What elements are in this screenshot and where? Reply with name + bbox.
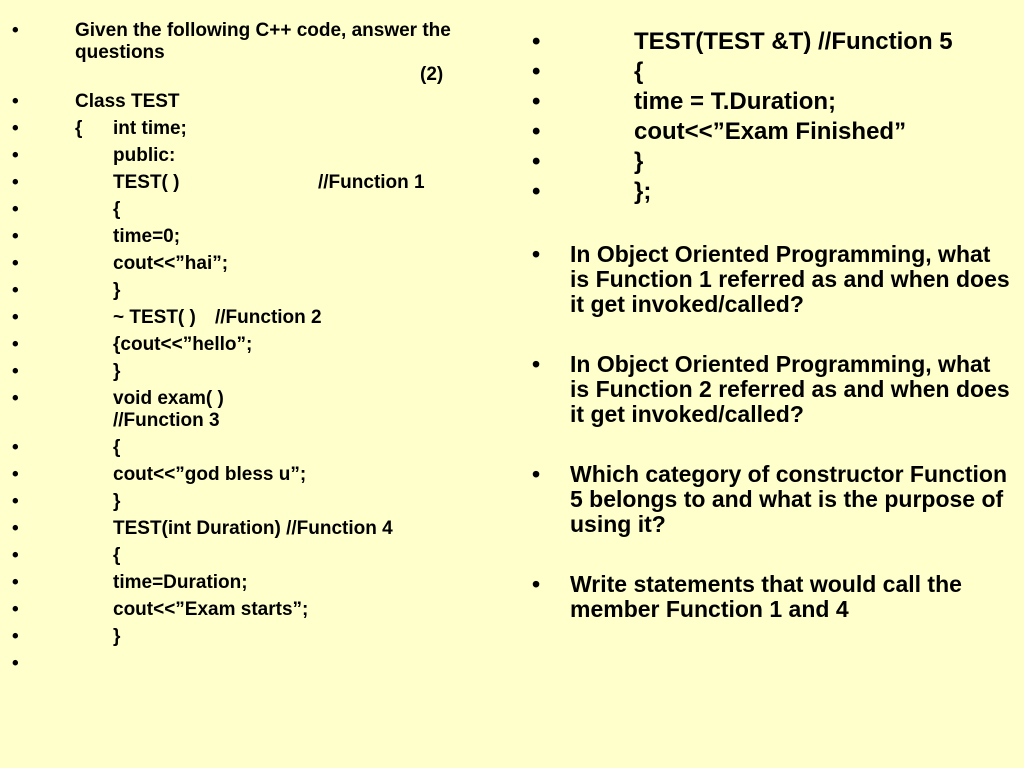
question-text: In Object Oriented Programming, what is Function 1 referred as and when does it get invoked/called?	[570, 241, 1010, 317]
function-3-code: void exam( )	[113, 388, 224, 409]
function-3-comment: //Function 3	[113, 410, 220, 431]
list-item-code	[0, 253, 520, 275]
code-line: time=0;	[113, 226, 181, 247]
code-line: cout<<”Exam Finished”	[634, 118, 907, 145]
code-line: cout<<”Exam starts”;	[113, 599, 309, 620]
left-column	[0, 20, 520, 680]
list-item-code	[0, 280, 520, 302]
code-line: }	[113, 361, 121, 382]
bullet: •	[532, 351, 541, 377]
bullet: •	[12, 253, 19, 274]
intro-text: Given the following C++ code, answer the questions	[75, 20, 451, 63]
marks-text: (2)	[420, 64, 444, 85]
list-item-code	[0, 361, 520, 383]
list-item-code	[528, 87, 1018, 117]
bullet: •	[12, 361, 19, 382]
bullet: •	[12, 118, 19, 139]
list-item-code	[528, 57, 1018, 87]
code-line: {	[634, 58, 644, 85]
list-item-code	[0, 545, 520, 567]
bullet: •	[12, 437, 19, 458]
bullet: •	[12, 653, 19, 674]
bullet: •	[532, 88, 541, 115]
question-item	[528, 572, 1013, 622]
bullet: •	[532, 178, 541, 205]
bullet: •	[12, 491, 19, 512]
bullet: •	[532, 571, 541, 597]
bullet: •	[12, 91, 19, 112]
list-item-class	[0, 91, 520, 113]
code-line: {	[113, 199, 121, 220]
bullet: •	[12, 172, 19, 193]
function-1-code: TEST( )	[113, 172, 180, 193]
bullet: •	[532, 58, 541, 85]
question-text: Write statements that would call the member Function 1 and 4	[570, 571, 962, 622]
list-item-code	[0, 437, 520, 459]
question-text: Which category of constructor Function 5 belongs to and what is the purpose of using it?	[570, 461, 1008, 537]
member-declaration: int time;	[113, 118, 187, 139]
function-5-code: TEST(TEST &T) //Function 5	[634, 28, 953, 55]
list-item-code	[528, 117, 1018, 147]
question-item	[528, 352, 1013, 427]
right-code-column	[528, 27, 1018, 207]
list-item-code	[0, 464, 520, 486]
bullet: •	[12, 388, 19, 409]
list-item-code	[0, 626, 520, 648]
code-line: time = T.Duration;	[634, 88, 837, 115]
function-1-comment: //Function 1	[318, 172, 425, 193]
list-item-code	[528, 147, 1018, 177]
code-line: {	[113, 545, 121, 566]
bullet: •	[12, 626, 19, 647]
class-close: };	[634, 178, 652, 205]
questions-list	[528, 242, 1013, 657]
access-specifier: public:	[113, 145, 176, 166]
question-item	[528, 242, 1013, 317]
class-open-brace: {	[75, 118, 83, 139]
code-line: {cout<<”hello”;	[113, 334, 253, 355]
bullet: •	[532, 118, 541, 145]
list-item-code	[0, 199, 520, 221]
list-item-empty	[0, 653, 520, 675]
bullet: •	[532, 148, 541, 175]
bullet: •	[12, 145, 19, 166]
list-item-public	[0, 145, 520, 167]
bullet: •	[12, 518, 19, 539]
list-item-code	[0, 226, 520, 248]
bullet: •	[532, 461, 541, 487]
list-item-member	[0, 118, 520, 140]
function-4-code: TEST(int Duration) //Function 4	[113, 518, 393, 539]
bullet: •	[532, 241, 541, 267]
list-item-function-1	[0, 172, 520, 194]
list-item-code	[0, 572, 520, 594]
code-line: }	[113, 626, 121, 647]
list-item-code	[0, 491, 520, 513]
list-item-code	[0, 334, 520, 356]
code-line: {	[113, 437, 121, 458]
list-item-intro	[0, 20, 520, 86]
bullet: •	[12, 334, 19, 355]
bullet: •	[12, 599, 19, 620]
function-2-comment: //Function 2	[215, 307, 322, 328]
bullet: •	[532, 28, 541, 55]
question-text: In Object Oriented Programming, what is Function 2 referred as and when does it get invoked/called?	[570, 351, 1010, 427]
bullet: •	[12, 199, 19, 220]
list-item-code	[528, 177, 1018, 207]
list-item-function-2	[0, 307, 520, 329]
code-line: cout<<”hai”;	[113, 253, 229, 274]
bullet: •	[12, 226, 19, 247]
list-item-function-5	[528, 27, 1018, 57]
list-item-function-4	[0, 518, 520, 540]
bullet: •	[12, 545, 19, 566]
code-line: }	[634, 148, 644, 175]
list-item-function-3	[0, 388, 520, 432]
class-declaration: Class TEST	[75, 91, 180, 112]
list-item-code	[0, 599, 520, 621]
bullet: •	[12, 20, 19, 41]
bullet: •	[12, 280, 19, 301]
bullet: •	[12, 572, 19, 593]
bullet: •	[12, 307, 19, 328]
code-line: }	[113, 280, 121, 301]
code-line: }	[113, 491, 121, 512]
bullet: •	[12, 464, 19, 485]
code-line: cout<<”god bless u”;	[113, 464, 307, 485]
function-2-code: ~ TEST( )	[113, 307, 196, 328]
question-item	[528, 462, 1013, 537]
code-line: time=Duration;	[113, 572, 248, 593]
